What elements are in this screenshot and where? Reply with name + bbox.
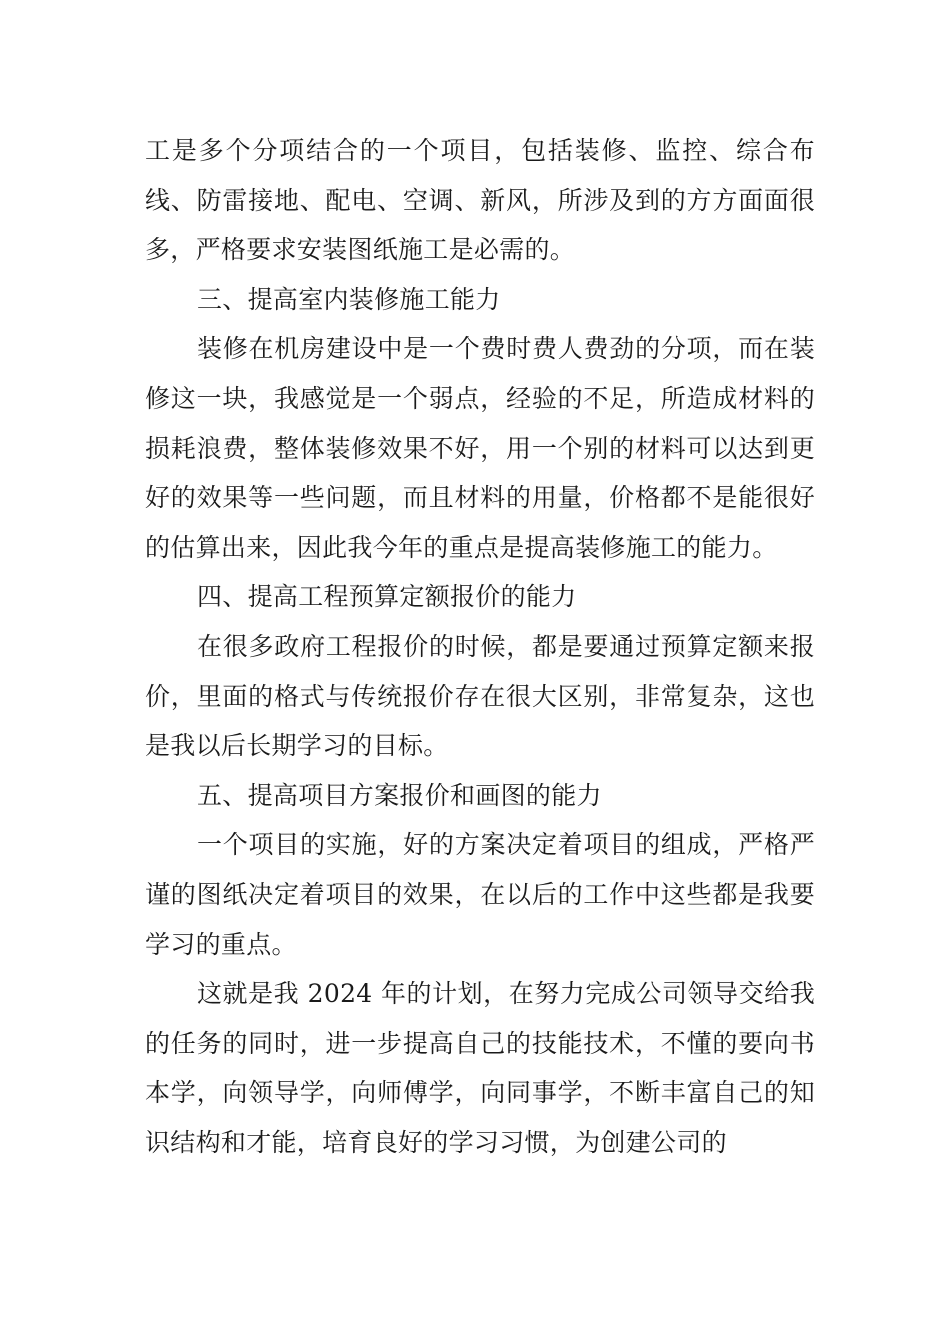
section-heading-4: 四、提高工程预算定额报价的能力 [197, 582, 577, 612]
section-heading-3: 三、提高室内装修施工能力 [197, 284, 501, 314]
section-heading-5: 五、提高项目方案报价和画图的能力 [197, 780, 602, 810]
paragraph-decoration: 装修在机房建设中是一个费时费人费劲的分项，而在装修这一块，我感觉是一个弱点，经验的不足，所造成材料的损耗浪费，整体装修效果不好，用一个别的材料可以达到更好的效果等一些问题，而且材料的用量，价格都不是能很好的估算出来，因此我今年的重点是提高装修施工的能力。 [145, 334, 815, 562]
paragraph-continuation: 工是多个分项结合的一个项目，包括装修、监控、综合布线、防雷接地、配电、空调、新风，所涉及到的方方面面很多，严格要求安装图纸施工是必需的。 [145, 136, 815, 265]
paragraph-plan: 一个项目的实施，好的方案决定着项目的组成，严格严谨的图纸决定着项目的效果，在以后的工作中这些都是我要学习的重点。 [145, 830, 815, 959]
paragraph-budget: 在很多政府工程报价的时候，都是要通过预算定额来报价，里面的格式与传统报价存在很大区别，非常复杂，这也是我以后长期学习的目标。 [145, 631, 815, 761]
document-body [145, 126, 815, 1167]
paragraph-summary: 这就是我 2024 年的计划，在努力完成公司领导交给我的任务的同时，进一步提高自己的技能技术，不懂的要向书本学，向领导学，向师傅学，向同事学，不断丰富自己的知识结构和才能，培育良好的学习习惯，为创建公司的 [145, 979, 815, 1157]
